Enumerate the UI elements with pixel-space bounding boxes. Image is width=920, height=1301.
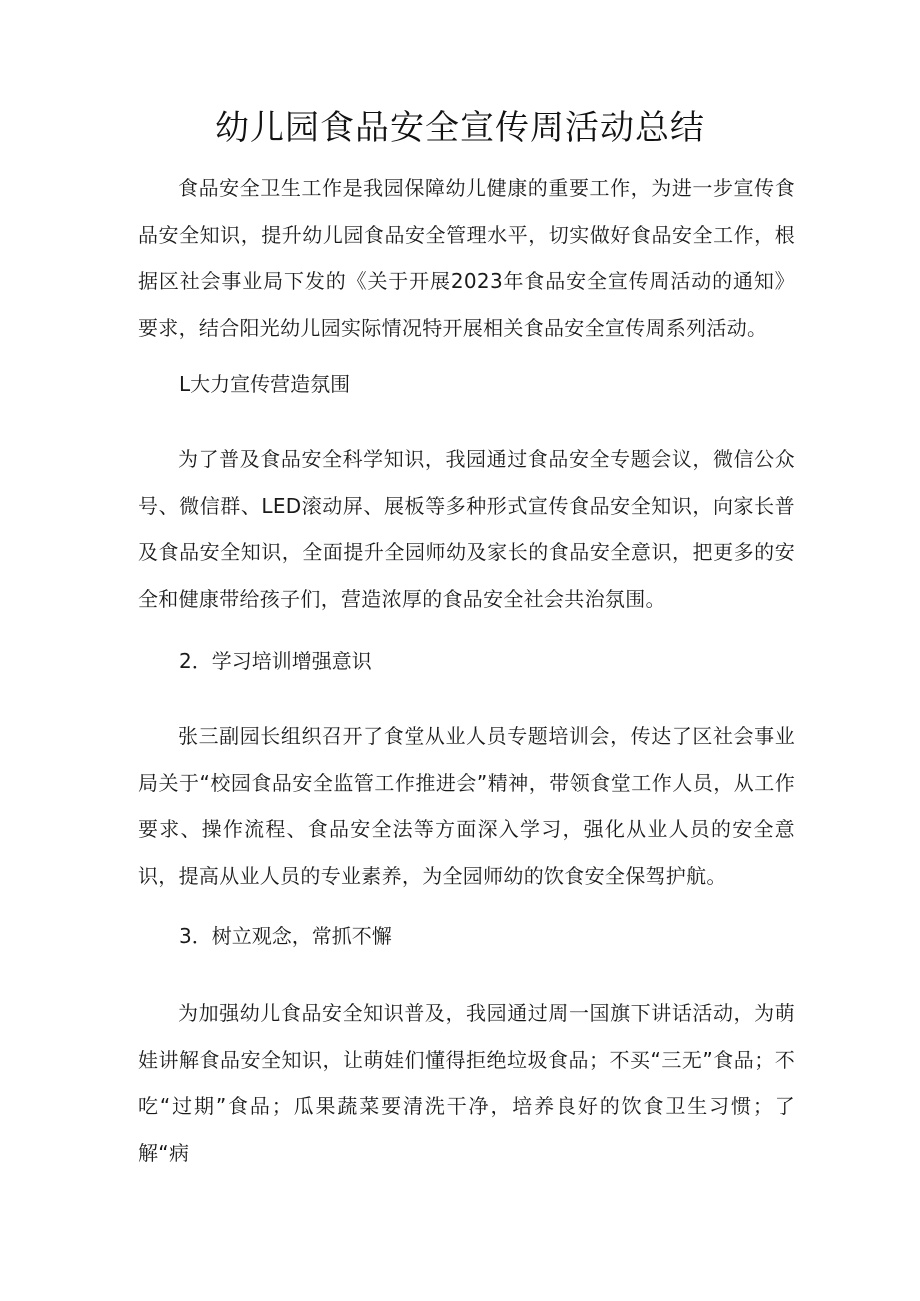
document-title: 幼儿园食品安全宣传周活动总结: [215, 108, 705, 148]
section-heading-1: L大力宣传营造氛围: [179, 372, 351, 396]
paragraph-intro: 食品安全卫生工作是我园保障幼儿健康的重要工作，为进一步宣传食品安全知识，提升幼儿园食品安全管理水平，切实做好食品安全工作，根据区社会事业局下发的《关于开展2023年食品安全宣传周活动的通知》要求，结合阳光幼儿园实际情况特开展相关食品安全宣传周系列活动。: [138, 176, 795, 340]
paragraph-training: 张三副园长组织召开了食堂从业人员专题培训会，传达了区社会事业局关于“校园食品安全监管工作推进会”精神，带领食堂工作人员，从工作要求、操作流程、食品安全法等方面深入学习，强化从业人员的安全意识，提高从业人员的专业素养，为全园师幼的饮食安全保驾护航。: [138, 724, 795, 888]
section-heading-2: 2．学习培训增强意识: [179, 649, 372, 673]
paragraph-publicity: 为了普及食品安全科学知识，我园通过食品安全专题会议，微信公众号、微信群、LED滚动屏、展板等多种形式宣传食品安全知识，向家长普及食品安全知识，全面提升全园师幼及家长的食品安全意识，把更多的安全和健康带给孩子们，营造浓厚的食品安全社会共治氛围。: [138, 447, 795, 611]
section-heading-3: 3．树立观念，常抓不懈: [179, 924, 392, 948]
paragraph-concept: 为加强幼儿食品安全知识普及，我园通过周一国旗下讲话活动，为萌娃讲解食品安全知识，让萌娃们懂得拒绝垃圾食品；不买“三无”食品；不吃“过期”食品；瓜果蔬菜要清洗干净，培养良好的饮食卫生习惯；了解“病: [138, 1001, 795, 1165]
